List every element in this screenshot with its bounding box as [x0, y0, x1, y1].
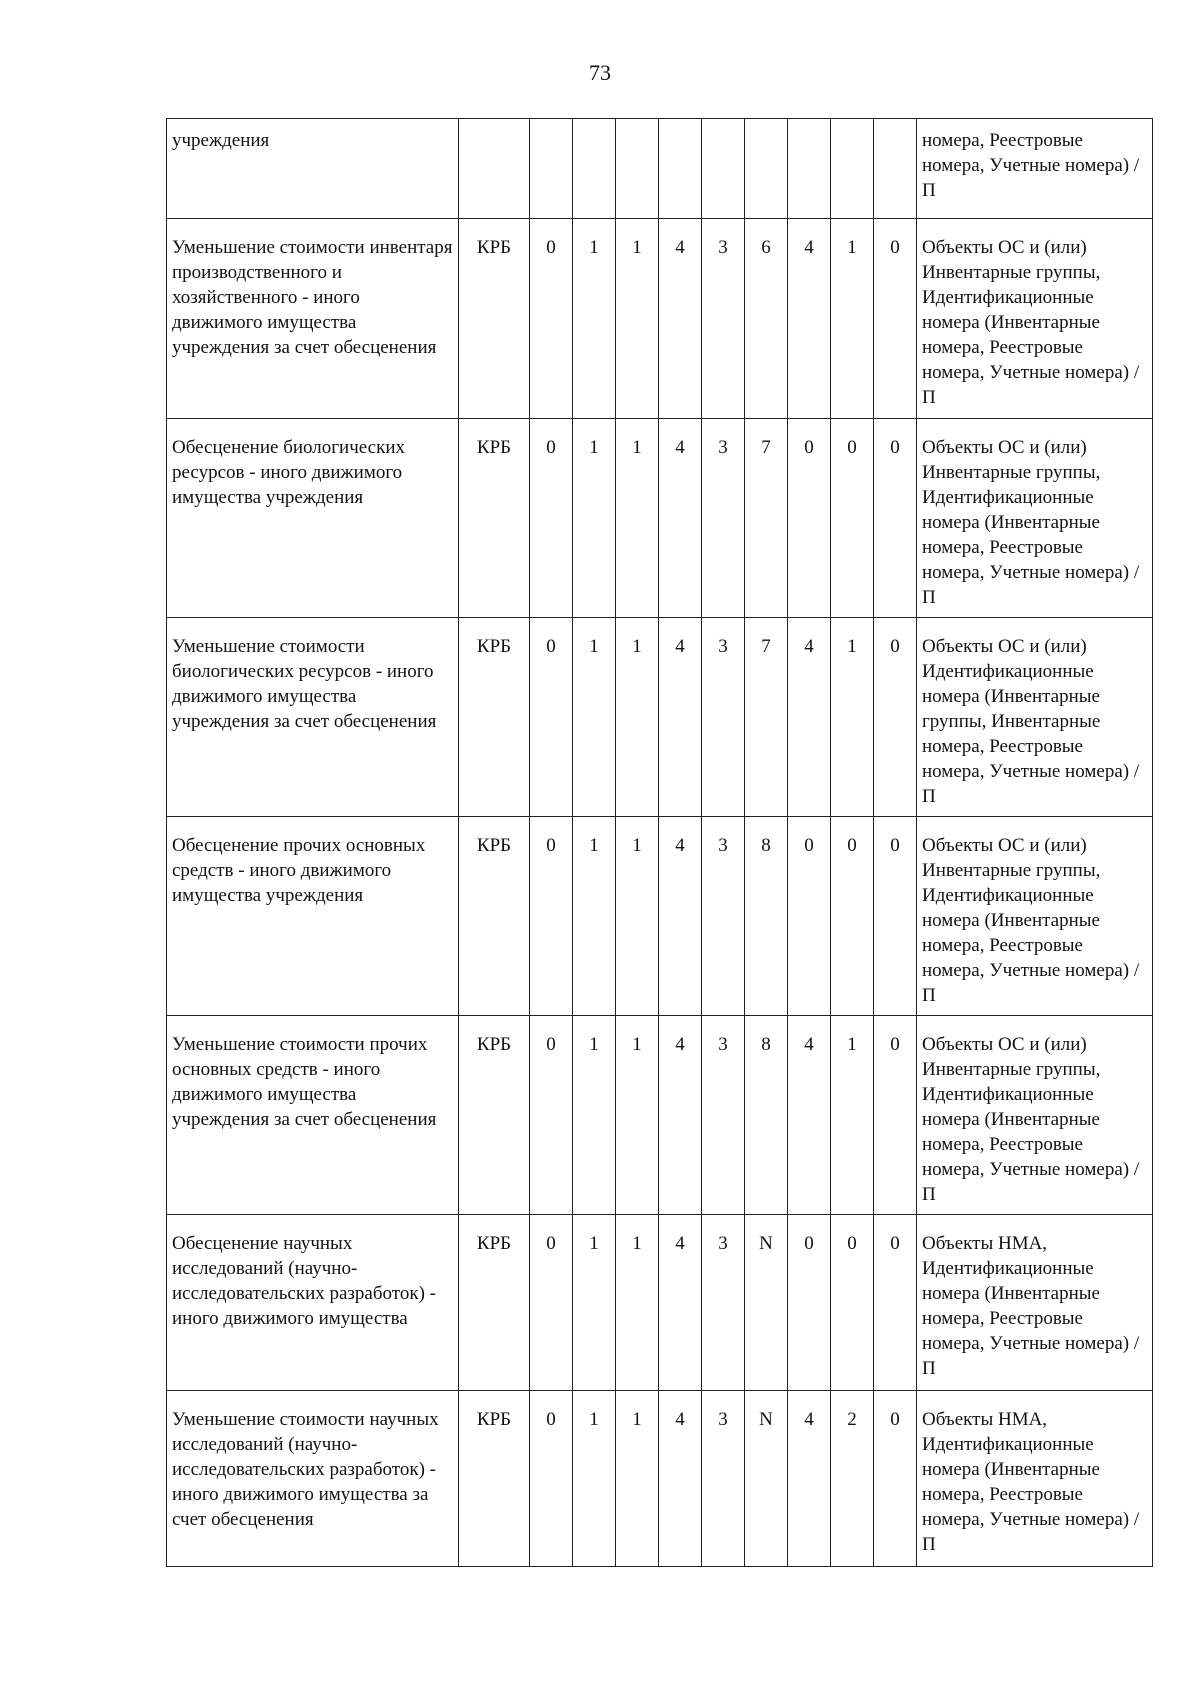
row-digit: 7	[745, 618, 788, 817]
row-digit: 1	[573, 219, 616, 419]
table-row	[167, 618, 1153, 817]
row-description: Уменьшение стоимости инвентаря производственного и хозяйственного - иного движимого имущества учреждения за счет обесценения	[167, 219, 459, 419]
row-digit: 1	[573, 817, 616, 1016]
row-code	[459, 119, 530, 219]
row-description: Уменьшение стоимости научных исследований (научно-исследовательских разработок) - иного движимого имущества за счет обесценения	[167, 1391, 459, 1567]
row-digit: 1	[616, 419, 659, 618]
row-digit: 1	[831, 1016, 874, 1215]
row-digit: 8	[745, 1016, 788, 1215]
row-digit	[831, 119, 874, 219]
row-description: учреждения	[167, 119, 459, 219]
row-description: Обесценение прочих основных средств - иного движимого имущества учреждения	[167, 817, 459, 1016]
row-digit: 0	[530, 817, 573, 1016]
row-digit: 0	[530, 419, 573, 618]
row-digit: 0	[874, 1215, 917, 1391]
row-code: КРБ	[459, 618, 530, 817]
row-digit	[573, 119, 616, 219]
row-analytics: Объекты ОС и (или) Инвентарные группы, Идентификационные номера (Инвентарные номера, Реестровые номера, Учетные номера) / П	[917, 419, 1153, 618]
row-digit: 3	[702, 1215, 745, 1391]
row-digit	[745, 119, 788, 219]
row-digit: N	[745, 1391, 788, 1567]
row-description: Уменьшение стоимости биологических ресурсов - иного движимого имущества учреждения за счет обесценения	[167, 618, 459, 817]
row-digit: 3	[702, 419, 745, 618]
row-digit: 4	[788, 1391, 831, 1567]
row-digit: 0	[530, 219, 573, 419]
row-digit: 0	[530, 1016, 573, 1215]
table-row-continuation	[167, 119, 1153, 219]
row-digit: 2	[831, 1391, 874, 1567]
row-digit: 0	[831, 419, 874, 618]
row-description: Обесценение биологических ресурсов - иного движимого имущества учреждения	[167, 419, 459, 618]
row-digit: 4	[659, 1016, 702, 1215]
row-digit	[874, 119, 917, 219]
row-digit: 1	[616, 1391, 659, 1567]
row-digit: 0	[874, 1391, 917, 1567]
table-row	[167, 1215, 1153, 1391]
row-digit: 3	[702, 1391, 745, 1567]
row-code: КРБ	[459, 1391, 530, 1567]
row-digit: 0	[530, 618, 573, 817]
row-description: Уменьшение стоимости прочих основных средств - иного движимого имущества учреждения за счет обесценения	[167, 1016, 459, 1215]
accounting-table	[166, 118, 1153, 1567]
row-code: КРБ	[459, 1215, 530, 1391]
row-digit: 0	[874, 618, 917, 817]
row-digit: 4	[659, 1391, 702, 1567]
row-digit: 0	[874, 817, 917, 1016]
row-description: Обесценение научных исследований (научно-исследовательских разработок) - иного движимого имущества	[167, 1215, 459, 1391]
row-digit: 3	[702, 219, 745, 419]
row-digit: 0	[788, 817, 831, 1016]
row-digit: 0	[874, 419, 917, 618]
row-code: КРБ	[459, 1016, 530, 1215]
row-digit: 1	[573, 618, 616, 817]
row-digit: 1	[616, 817, 659, 1016]
row-analytics: Объекты НМА, Идентификационные номера (Инвентарные номера, Реестровые номера, Учетные номера) / П	[917, 1391, 1153, 1567]
row-code: КРБ	[459, 419, 530, 618]
row-digit: 0	[874, 1016, 917, 1215]
row-digit: 0	[831, 1215, 874, 1391]
row-digit: 1	[831, 618, 874, 817]
row-digit: 1	[616, 219, 659, 419]
row-digit: 1	[573, 1215, 616, 1391]
row-digit	[659, 119, 702, 219]
row-analytics: Объекты ОС и (или) Инвентарные группы, Идентификационные номера (Инвентарные номера, Реестровые номера, Учетные номера) / П	[917, 219, 1153, 419]
row-digit: 4	[659, 618, 702, 817]
row-digit	[702, 119, 745, 219]
table-row	[167, 817, 1153, 1016]
row-analytics: Объекты ОС и (или) Инвентарные группы, Идентификационные номера (Инвентарные номера, Реестровые номера, Учетные номера) / П	[917, 1016, 1153, 1215]
row-analytics: Объекты ОС и (или) Инвентарные группы, Идентификационные номера (Инвентарные номера, Реестровые номера, Учетные номера) / П	[917, 817, 1153, 1016]
table-body	[167, 119, 1153, 1567]
row-digit: 3	[702, 618, 745, 817]
table-row	[167, 219, 1153, 419]
row-digit: 0	[831, 817, 874, 1016]
table-row	[167, 419, 1153, 618]
row-digit: 1	[573, 1016, 616, 1215]
row-digit: N	[745, 1215, 788, 1391]
row-digit: 0	[788, 419, 831, 618]
row-digit: 0	[874, 219, 917, 419]
row-digit: 4	[659, 817, 702, 1016]
row-digit: 4	[788, 1016, 831, 1215]
row-digit: 0	[788, 1215, 831, 1391]
row-analytics: номера, Реестровые номера, Учетные номера) / П	[917, 119, 1153, 219]
row-digit: 0	[530, 1215, 573, 1391]
row-digit: 4	[788, 219, 831, 419]
row-digit: 3	[702, 817, 745, 1016]
row-digit: 1	[616, 1215, 659, 1391]
row-digit	[788, 119, 831, 219]
row-digit: 6	[745, 219, 788, 419]
row-analytics: Объекты ОС и (или) Идентификационные номера (Инвентарные группы, Инвентарные номера, Реестровые номера, Учетные номера) / П	[917, 618, 1153, 817]
table-row	[167, 1391, 1153, 1567]
row-digit: 3	[702, 1016, 745, 1215]
row-digit: 1	[831, 219, 874, 419]
row-code: КРБ	[459, 219, 530, 419]
row-digit: 1	[573, 1391, 616, 1567]
row-digit: 4	[659, 419, 702, 618]
row-digit	[530, 119, 573, 219]
row-digit: 8	[745, 817, 788, 1016]
row-digit: 4	[659, 219, 702, 419]
row-digit: 0	[530, 1391, 573, 1567]
row-digit: 1	[573, 419, 616, 618]
page-number: 73	[589, 60, 611, 85]
row-digit: 4	[788, 618, 831, 817]
row-digit	[616, 119, 659, 219]
row-analytics: Объекты НМА, Идентификационные номера (Инвентарные номера, Реестровые номера, Учетные номера) / П	[917, 1215, 1153, 1391]
row-digit: 7	[745, 419, 788, 618]
row-code: КРБ	[459, 817, 530, 1016]
row-digit: 4	[659, 1215, 702, 1391]
table-row	[167, 1016, 1153, 1215]
row-digit: 1	[616, 1016, 659, 1215]
row-digit: 1	[616, 618, 659, 817]
